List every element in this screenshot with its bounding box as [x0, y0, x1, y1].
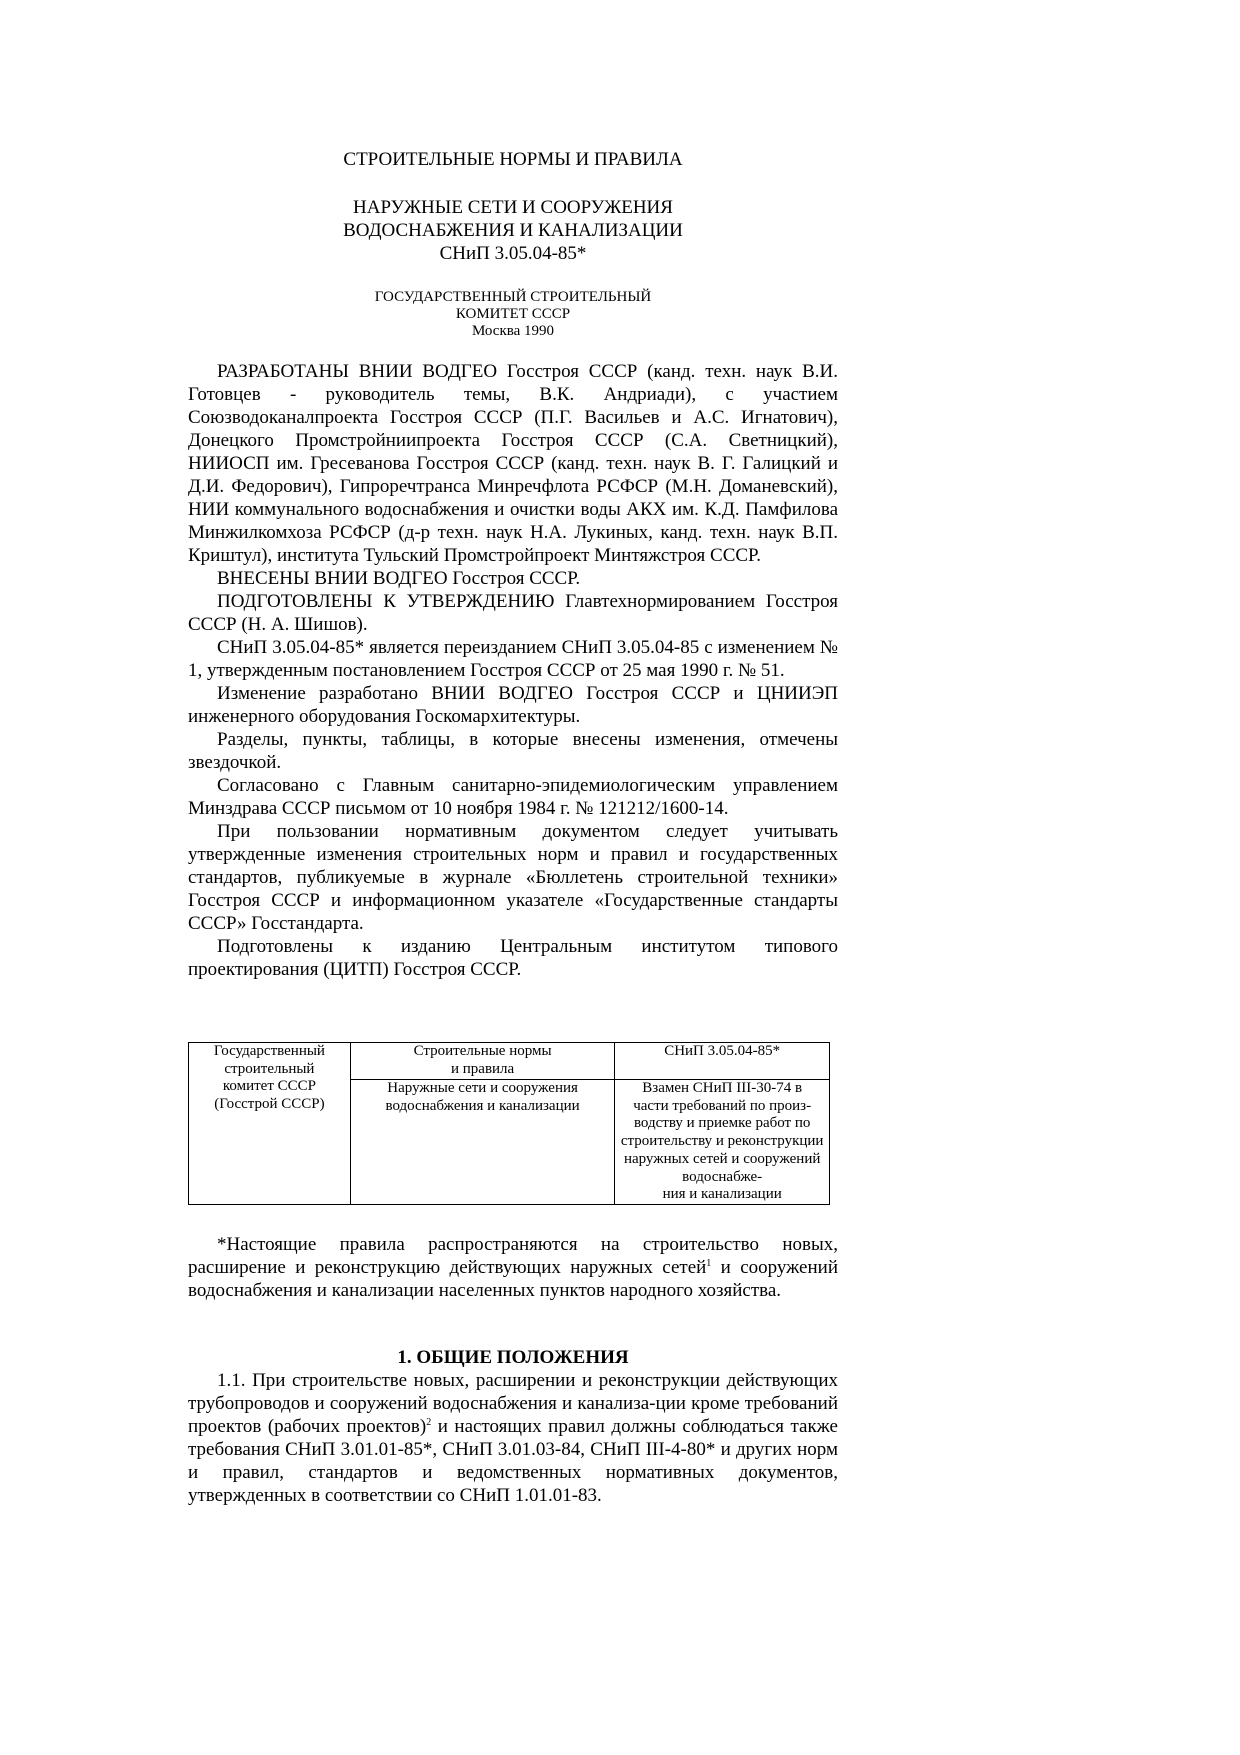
- replaces-line: водству и приемке работ по: [633, 1115, 811, 1132]
- title-line-1: НАРУЖНЫЕ СЕТИ И СООРУЖЕНИЯ: [353, 197, 673, 218]
- amendment-paragraph: Изменение разработано ВНИИ ВОДГЕО Госстроя СССР и ЦНИИЭП инженерного оборудования Госкомархитектуры.: [188, 683, 838, 727]
- marked-paragraph: Разделы, пункты, таблицы, в которые внесены изменения, отмечены звездочкой.: [188, 729, 838, 773]
- intro-section: [188, 360, 838, 981]
- table-row: [189, 1043, 830, 1080]
- clause-text: 1.1. При строительстве новых, расширении и реконструкции действующих трубопроводов и сооружений водоснабжения и канализа-ции кроме требований проектов (рабочих проектов): [188, 1370, 838, 1437]
- issuer-line-2: КОМИТЕТ СССР: [455, 306, 571, 322]
- committee-line: строительный: [224, 1060, 315, 1077]
- committee-line: (Госстрой СССР): [214, 1096, 325, 1113]
- info-table: [188, 1042, 830, 1205]
- issuer-line-1: ГОСУДАРСТВЕННЫЙ СТРОИТЕЛЬНЫЙ: [374, 289, 652, 305]
- title-cell: [350, 1080, 615, 1205]
- scope-text: *Настоящие правила распространяются на строительство новых, расширение и реконструкцию действующих наружных сетей: [188, 1234, 838, 1278]
- title-line: Наружные сети и сооружения: [387, 1080, 578, 1096]
- replaces-line: части требований по произ-: [633, 1097, 812, 1114]
- scope-text-end: и сооружений водоснабжения и канализации населенных пунктов народного хозяйства.: [188, 1257, 838, 1301]
- prepared-paragraph: ПОДГОТОВЛЕНЫ К УТВЕРЖДЕНИЮ Главтехнормированием Госстроя СССР (Н. А. Шишов).: [188, 591, 838, 635]
- section-general: [188, 1346, 838, 1507]
- agreed-paragraph: Согласовано с Главным санитарно-эпидемиологическим управлением Минздрава СССР письмом от 10 ноября 1984 г. № 121212/1600-14.: [188, 775, 838, 819]
- clause-text-end: и настоящих правил должны соблюдаться также требования СНиП 3.01.01-85*, СНиП 3.01.03-84, СНиП III-4-80* и других норм и правил, стандартов и ведомственных нормативных документов, утвержденных в соответствии со СНиП 1.01.01-83.: [188, 1416, 838, 1506]
- replaces-line: Взамен СНиП III-30-74 в: [642, 1080, 803, 1096]
- title-line-2: ВОДОСНАБЖЕНИЯ И КАНАЛИЗАЦИИ: [343, 220, 683, 241]
- document-title: [188, 196, 838, 265]
- title-line: водоснабжения и канализации: [385, 1097, 580, 1114]
- standard-type: СТРОИТЕЛЬНЫЕ НОРМЫ И ПРАВИЛА: [343, 149, 683, 170]
- replaces-line: водоснабже-: [682, 1168, 763, 1185]
- clause-1-1: [188, 1369, 838, 1507]
- replaces-line: ния и канализации: [662, 1186, 782, 1203]
- norms-line: Строительные нормы: [413, 1043, 552, 1059]
- issuer-block: [188, 289, 838, 340]
- committee-cell: [189, 1043, 351, 1205]
- committee-line: комитет СССР: [222, 1078, 316, 1095]
- city-year: Москва 1990: [471, 323, 555, 339]
- footnote-mark: 1: [706, 1258, 712, 1269]
- replaces-line: наружных сетей и сооружений: [623, 1150, 821, 1167]
- code-cell: СНиП 3.05.04-85*: [615, 1043, 830, 1080]
- introduced-paragraph: ВНЕСЕНЫ ВНИИ ВОДГЕО Госстроя СССР.: [217, 568, 581, 589]
- footnote-mark: 2: [426, 1417, 432, 1428]
- document-code: СНиП 3.05.04-85*: [439, 243, 587, 264]
- committee-line: Государственный: [213, 1043, 325, 1059]
- norms-cell: [350, 1043, 615, 1080]
- replaces-line: строительству и реконструкции: [620, 1133, 824, 1150]
- section-title: 1. ОБЩИЕ ПОЛОЖЕНИЯ: [397, 1347, 629, 1368]
- replaces-cell: [615, 1080, 830, 1205]
- reissue-paragraph: СНиП 3.05.04-85* является переизданием СНиП 3.05.04-85 с изменением № 1, утвержденным постановлением Госстроя СССР от 25 мая 1990 г. № 51.: [188, 637, 838, 681]
- norms-line: и правила: [450, 1060, 515, 1077]
- scope-paragraph: [188, 1233, 838, 1302]
- published-paragraph: Подготовлены к изданию Центральным институтом типового проектирования (ЦИТП) Госстроя СССР.: [188, 936, 838, 980]
- developed-paragraph: РАЗРАБОТАНЫ ВНИИ ВОДГЕО Госстроя СССР (канд. техн. наук В.И. Готовцев - руководитель темы, В.К. Андриади), с участием Союзводоканалпроекта Госстроя СССР (П.Г. Васильев и А.С. Игнатович), Донецкого Промстройниипроекта Госстроя СССР (С.А. Светницкий), НИИОСП им. Гресеванова Госстроя СССР (канд. техн. наук В. Г. Галицкий и Д.И. Федорович), Гипроречтранса Минречфлота РСФСР (М.Н. Доманевский), НИИ коммунального водоснабжения и очистки воды АКХ им. К.Д. Памфилова Минжилкомхоза РСФСР (д-р техн. наук Н.А. Лукиных, канд. техн. наук В.П. Криштул), института Тульский Промстройпроект Минтяжстроя СССР.: [188, 361, 838, 566]
- usage-note-paragraph: При пользовании нормативным документом следует учитывать утвержденные изменения строительных норм и правил и государственных стандартов, публикуемые в журнале «Бюллетень строительной техники» Госстроя СССР и информационном указателе «Государственные стандарты СССР» Госстандарта.: [188, 821, 838, 934]
- scope-section: [188, 1233, 838, 1302]
